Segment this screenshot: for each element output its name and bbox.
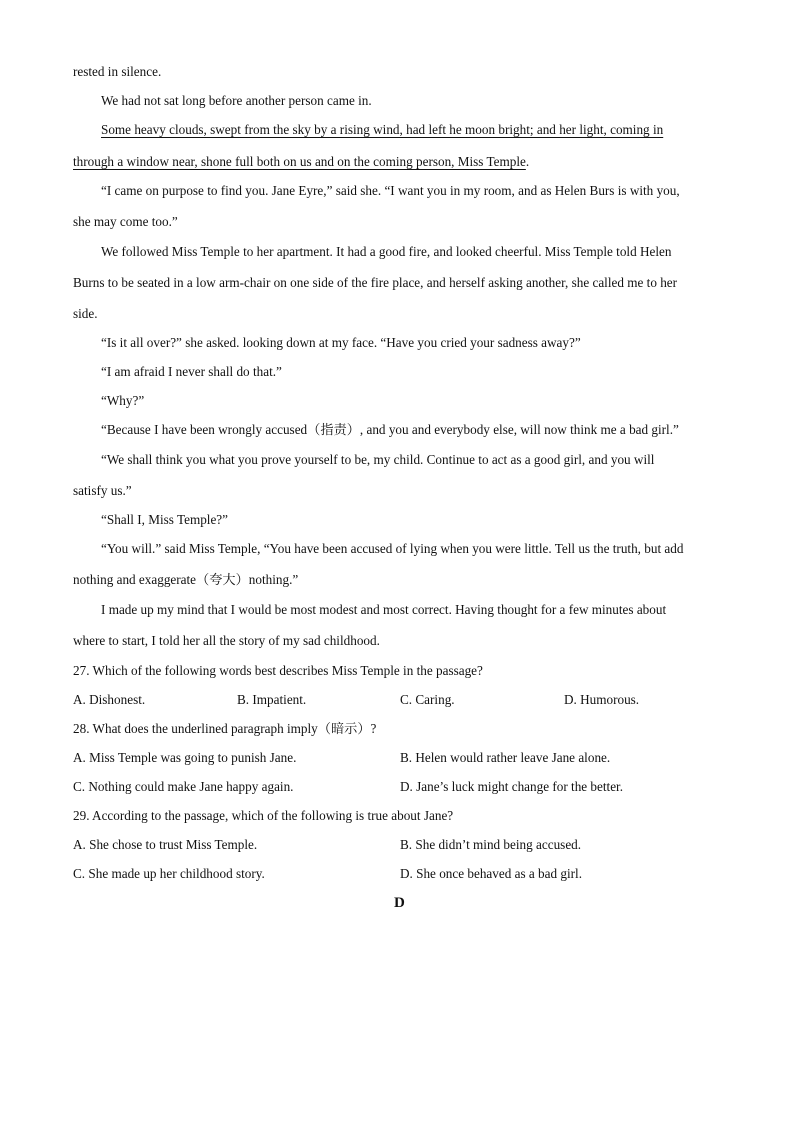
passage-line: nothing and exaggerate（夸大）nothing.” — [73, 572, 299, 587]
answer-option: B. She didn’t mind being accused. — [400, 837, 582, 852]
answer-option: C. She made up her childhood story. — [73, 866, 265, 881]
passage-line: where to start, I told her all the story of my sad childhood. — [73, 633, 380, 648]
question-stem: 28. What does the underlined paragraph imply（暗示）? — [73, 721, 377, 736]
answer-option: D. Humorous. — [564, 692, 640, 707]
answer-option: A. Miss Temple was going to punish Jane. — [73, 750, 297, 765]
answer-option: B. Impatient. — [237, 692, 307, 707]
passage-line: I made up my mind that I would be most modest and most correct. Having thought for a few minutes about — [101, 602, 667, 617]
section-heading: D — [394, 895, 405, 911]
answer-option: A. She chose to trust Miss Temple. — [73, 837, 258, 852]
passage-line: “Why?” — [101, 393, 145, 408]
answer-option: C. Caring. — [400, 692, 455, 707]
passage-line: “We shall think you what you prove yourself to be, my child. Continue to act as a good girl, and you will — [101, 452, 655, 467]
passage-line: “Shall I, Miss Temple?” — [101, 512, 229, 527]
passage-line: We followed Miss Temple to her apartment. It had a good fire, and looked cheerful. Miss Temple told Helen — [101, 244, 672, 259]
answer-option: B. Helen would rather leave Jane alone. — [400, 750, 611, 765]
question-stem: 27. Which of the following words best describes Miss Temple in the passage? — [73, 663, 483, 678]
passage-line: We had not sat long before another person came in. — [101, 93, 372, 108]
passage-line: “I came on purpose to find you. Jane Eyre,” said she. “I want you in my room, and as Helen Burs is with you, — [101, 183, 680, 198]
answer-option: C. Nothing could make Jane happy again. — [73, 779, 294, 794]
passage-line: “Is it all over?” she asked. looking down at my face. “Have you cried your sadness away?” — [101, 335, 581, 350]
underlined-passage-line: Some heavy clouds, swept from the sky by a rising wind, had left he moon bright; and her light, coming in — [101, 122, 664, 137]
answer-option: D. She once behaved as a bad girl. — [400, 866, 582, 881]
question-stem: 29. According to the passage, which of the following is true about Jane? — [73, 808, 454, 823]
underlined-passage-line-wrapper — [73, 154, 529, 170]
underlined-passage-line: through a window near, shone full both on us and on the coming person, Miss Temple — [73, 154, 526, 169]
answer-option: D. Jane’s luck might change for the better. — [400, 779, 624, 794]
passage-line: Burns to be seated in a low arm-chair on one side of the fire place, and herself asking another, she called me to her — [73, 275, 678, 290]
passage-line: rested in silence. — [73, 64, 162, 79]
passage-line: satisfy us.” — [73, 483, 132, 498]
answer-option: A. Dishonest. — [73, 692, 146, 707]
passage-line: she may come too.” — [73, 214, 178, 229]
period: . — [525, 154, 530, 169]
passage-line: side. — [73, 306, 98, 321]
passage-line: “You will.” said Miss Temple, “You have been accused of lying when you were little. Tell us the truth, but add — [101, 541, 684, 556]
passage-line: “I am afraid I never shall do that.” — [101, 364, 282, 379]
passage-line: “Because I have been wrongly accused（指责）, and you and everybody else, will now think me a bad girl.” — [101, 422, 679, 437]
